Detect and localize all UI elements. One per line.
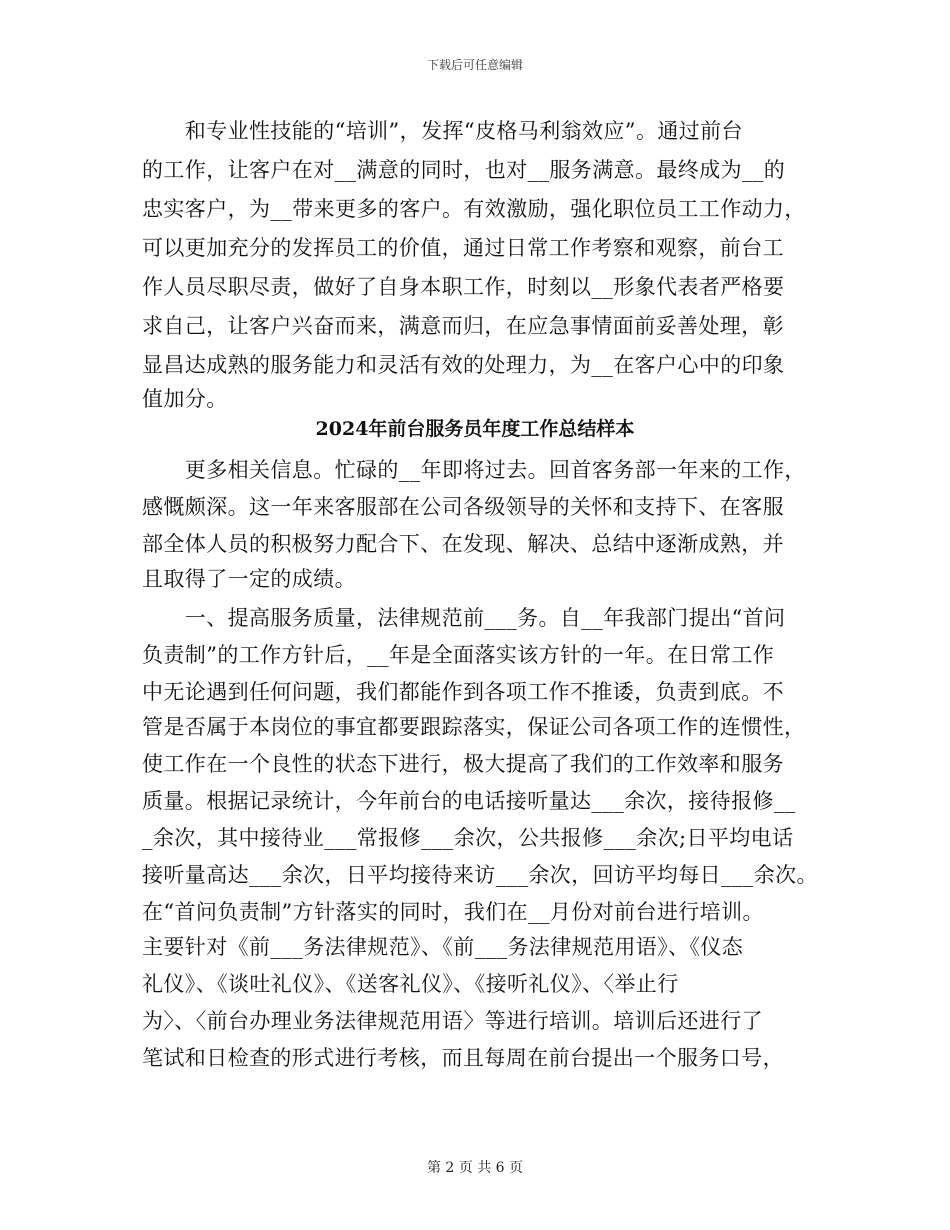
- text-line: 忠实客户，为__带来更多的客户。有效激励，强化职位员工工作动力，: [142, 197, 806, 221]
- text-line: 显昌达成熟的服务能力和灵活有效的处理力，为__在客户心中的印象: [142, 353, 785, 377]
- text-line: 使工作在一个良性的状态下进行，极大提高了我们的工作效率和服务: [142, 752, 784, 776]
- text-line: 的工作，让客户在对__满意的同时，也对__服务满意。最终成为__的: [142, 158, 786, 182]
- text-line: 可以更加充分的发挥员工的价值，通过日常工作考察和观察，前台工: [142, 236, 784, 260]
- text-line: 且取得了一定的成绩。: [142, 567, 356, 591]
- text-line: 求自己，让客户兴奋而来，满意而归，在应急事情面前妥善处理，彰: [142, 314, 784, 338]
- text-line: 中无论遇到任何问题，我们都能作到各项工作不推诿，负责到底。不: [142, 680, 784, 704]
- text-line: 主要针对《前___务法律规范》、《前___务法律规范用语》、《仪态: [142, 935, 744, 959]
- text-line: 更多相关信息。忙碌的__年即将过去。回首客务部一年来的工作，: [142, 458, 806, 482]
- text-line: 接听量高达___余次，日平均接待来访___余次，回访平均每日___余次。: [142, 863, 818, 887]
- text-line: 部全体人员的积极努力配合下、在发现、解决、总结中逐渐成熟，并: [142, 532, 784, 556]
- text-line: 值加分。: [142, 387, 228, 411]
- document-title: 2024年前台服务员年度工作总结样本: [315, 418, 635, 440]
- text-line: 负责制”的工作方针后，__年是全面落实该方针的一年。在日常工作: [142, 643, 775, 667]
- text-line: 感慨颇深。这一年来客服部在公司各级领导的关怀和支持下、在客服: [142, 495, 784, 519]
- text-line: 和专业性技能的“培训”，发挥“皮格马利翁效应”。通过前台: [142, 119, 743, 143]
- text-line: 礼仪》、《谈吐礼仪》、《送客礼仪》、《接听礼仪》、〈举止行: [142, 972, 679, 996]
- text-line: 笔试和日检查的形式进行考核，而且每周在前台提出一个服务口号，: [142, 1046, 784, 1070]
- text-line: 为〉、〈前台办理业务法律规范用语〉等进行培训。培训后还进行了: [142, 1009, 763, 1033]
- page-header: 下载后可任意编辑: [426, 58, 523, 72]
- text-line: 管是否属于本岗位的事宜都要跟踪落实，保证公司各项工作的连惯性，: [142, 715, 806, 739]
- text-line: 在“首问负责制”方针落实的同时，我们在__月份对前台进行培训。: [142, 900, 764, 924]
- text-line: 作人员尽职尽责，做好了自身本职工作，时刻以__形象代表者严格要: [142, 275, 785, 299]
- text-line: _余次，其中接待业___常报修___余次，公共报修___余次;日平均电话: [142, 826, 794, 850]
- text-line: 一、提高服务质量，法律规范前___务。自__年我部门提出“首问: [142, 606, 786, 630]
- page-footer: 第 2 页 共 6 页: [426, 1160, 524, 1176]
- text-line: 质量。根据记录统计，今年前台的电话接听量达___余次，接待报修__: [142, 789, 796, 813]
